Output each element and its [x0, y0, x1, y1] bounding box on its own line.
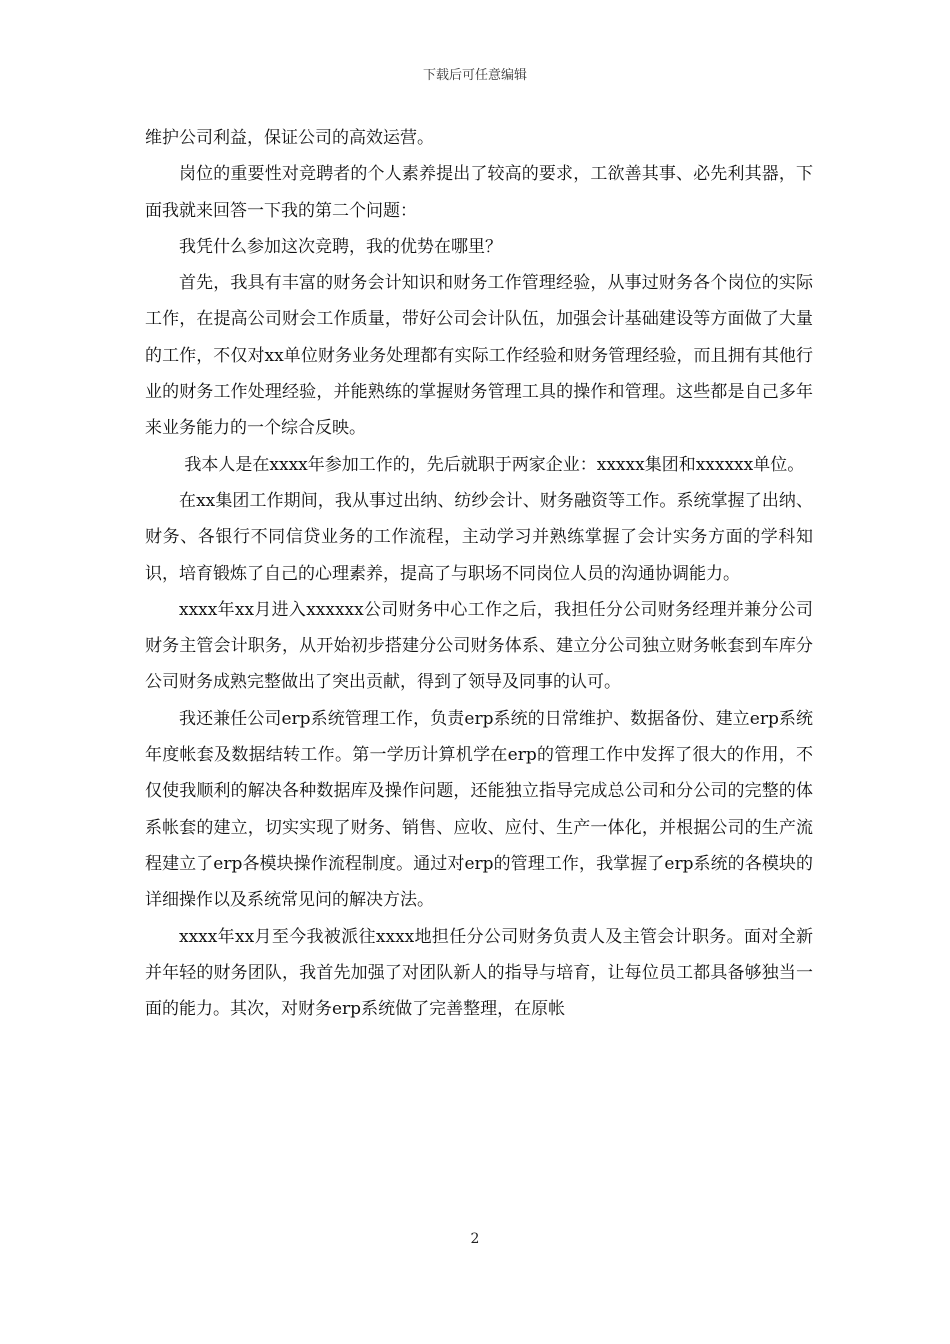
paragraph: xxxx年xx月进入xxxxxx公司财务中心工作之后，我担任分公司财务经理并兼分公司财务主管会计职务，从开始初步搭建分公司财务体系、建立分公司独立财务帐套到车库分公司财务成熟完整做出了突出贡献，得到了领导及同事的认可。	[145, 599, 813, 693]
paragraph: 岗位的重要性对竞聘者的个人素养提出了较高的要求，工欲善其事、必先利其器，下面我就来回答一下我的第二个问题：	[145, 164, 813, 221]
paragraph: 我还兼任公司erp系统管理工作，负责erp系统的日常维护、数据备份、建立erp系统年度帐套及数据结转工作。第一学历计算机学在erp的管理工作中发挥了很大的作用，不仅使我顺利的解决各种数据库及操作问题，还能独立指导完成总公司和分公司的完整的体系帐套的建立，切实实现了财务、销售、应收、应付、生产一体化，并根据公司的生产流程建立了erp各模块操作流程制度。通过对erp的管理工作，我掌握了erp系统的各模块的详细操作以及系统常见问的解决方法。	[145, 708, 813, 911]
paragraph: 首先，我具有丰富的财务会计知识和财务工作管理经验，从事过财务各个岗位的实际工作，在提高公司财会工作质量，带好公司会计队伍，加强会计基础建设等方面做了大量的工作，不仅对xx单位财务业务处理都有实际工作经验和财务管理经验，而且拥有其他行业的财务工作处理经验，并能熟练的掌握财务管理工具的操作和管理。这些都是自己多年来业务能力的一个综合反映。	[145, 273, 813, 439]
paragraph: 我凭什么参加这次竞聘，我的优势在哪里？	[179, 236, 502, 257]
paragraph: 在xx集团工作期间，我从事过出纳、纺纱会计、财务融资等工作。系统掌握了出纳、财务、各银行不同信贷业务的工作流程，主动学习并熟练掌握了会计实务方面的学科知识，培育锻炼了自己的心理素养，提高了与职场不同岗位人员的沟通协调能力。	[145, 490, 813, 584]
document-body	[145, 120, 813, 1027]
page-header: 下载后可任意编辑	[422, 68, 527, 83]
paragraph: xxxx年xx月至今我被派往xxxx地担任分公司财务负责人及主管会计职务。面对全新并年轻的财务团队，我首先加强了对团队新人的指导与培育，让每位员工都具备够独当一面的能力。其次，对财务erp系统做了完善整理，在原帐	[145, 926, 813, 1020]
paragraph: 维护公司利益，保证公司的高效运营。	[145, 128, 434, 148]
paragraph: 我本人是在xxxx年参加工作的，先后就职于两家企业：xxxxx集团和xxxxxx单位。	[179, 454, 805, 475]
page-number: 2	[470, 1231, 480, 1247]
